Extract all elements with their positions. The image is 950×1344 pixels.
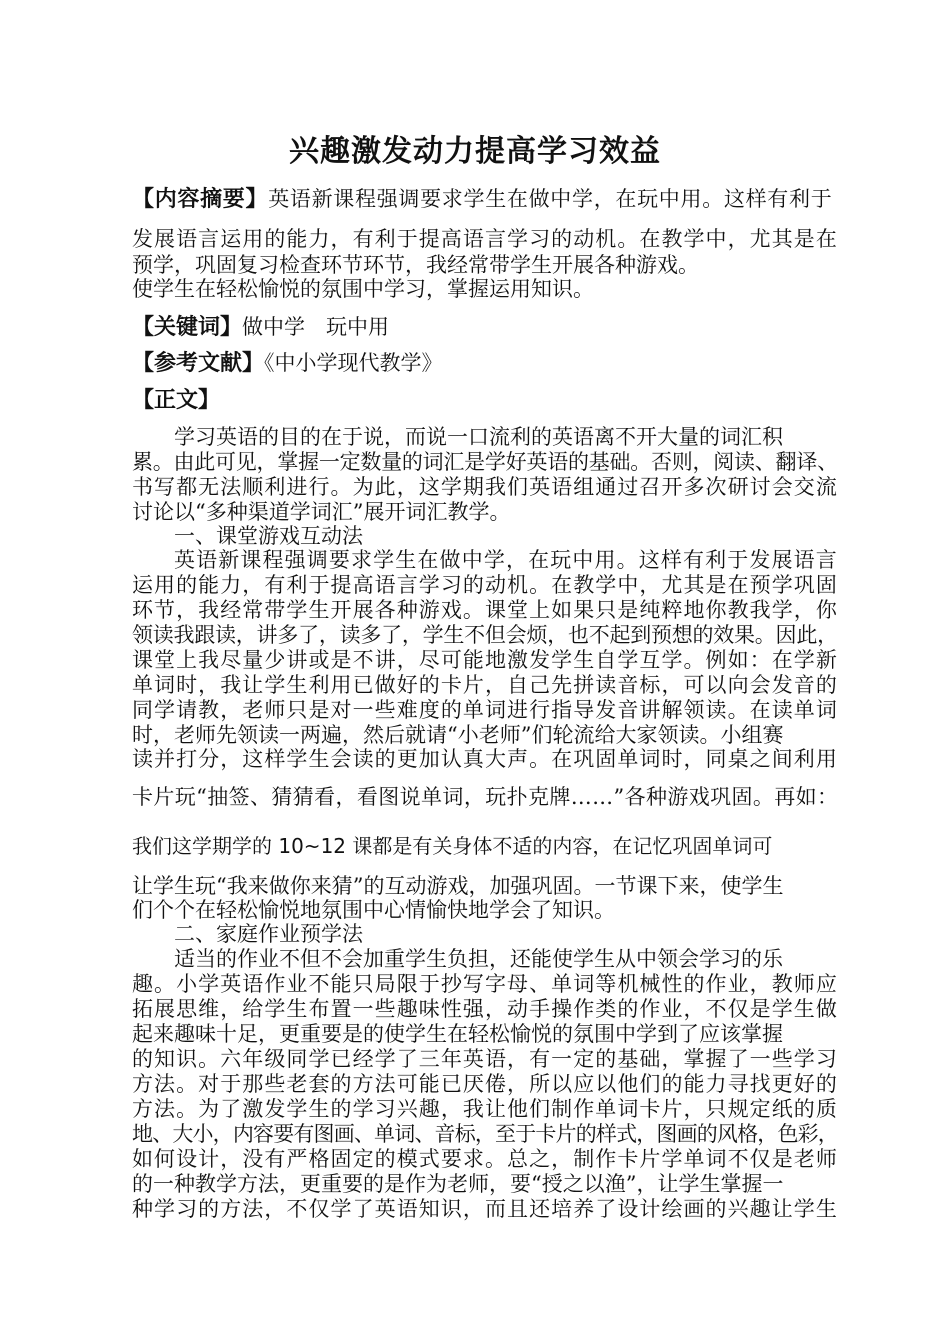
references-text: 《中小学现代教学》 bbox=[264, 351, 443, 375]
para1-line-1: 学习英语的目的在于说，而说一口流利的英语离不开大量的词汇积 bbox=[174, 425, 783, 449]
para3-line-10: 的一种教学方法，更重要的是作为老师，要“授之以渔”，让学生掌握一 bbox=[132, 1172, 784, 1196]
para3-line-9: 如何设计，没有严格固定的模式要求。总之，制作卡片学单词不仅是老师 bbox=[132, 1147, 838, 1171]
para1-line-3: 书写都无法顺利进行。为此，这学期我们英语组通过召开多次研讨会交流 bbox=[132, 475, 838, 499]
para2-line-3: 环节，我经常带学生开展各种游戏。课堂上如果只是纯粹地你教我学，你 bbox=[132, 598, 838, 622]
para3-line-8: 地、大小，内容要有图画、单词、音标，至于卡片的样式，图画的风格，色彩， bbox=[132, 1122, 838, 1146]
keywords-line bbox=[132, 314, 389, 341]
references-line bbox=[132, 350, 443, 377]
section2-title: 二、家庭作业预学法 bbox=[174, 922, 363, 946]
para2-line-10: 卡片玩“抽签、猜猜看，看图说单词，玩扑克牌……”各种游戏巩固。再如： bbox=[132, 785, 839, 809]
para2-line-13: 们个个在轻松愉悦地氛围中心情愉快地学会了知识。 bbox=[132, 898, 615, 922]
para3-line-4: 起来趣味十足，更重要是的使学生在轻松愉悦的氛围中学到了应该掌握 bbox=[132, 1022, 783, 1046]
para2-line-4: 领读我跟读，讲多了，读多了，学生不但会烦，也不起到预想的效果。因此， bbox=[132, 623, 838, 647]
para2-line-2: 运用的能力，有利于提高语言学习的动机。在教学中，尤其是在预学巩固 bbox=[132, 573, 838, 597]
para3-line-1: 适当的作业不但不会加重学生负担，还能使学生从中领会学习的乐 bbox=[174, 947, 783, 971]
abstract-line-1 bbox=[132, 186, 832, 213]
para2-line-8: 时，老师先领读一两遍，然后就请“小老师”们轮流给大家领读。小组赛 bbox=[132, 723, 784, 747]
abstract-text-1: 英语新课程强调要求学生在做中学，在玩中用。这样有利于 bbox=[268, 187, 833, 211]
body-label: 【正文】 bbox=[132, 388, 221, 413]
para1-line-4: 讨论以“多种渠道学词汇”展开词汇教学。 bbox=[132, 500, 511, 524]
document-title: 兴趣激发动力提高学习效益 bbox=[289, 134, 661, 169]
para3-line-7: 方法。为了激发学生的学习兴趣，我让他们制作单词卡片，只规定纸的质 bbox=[132, 1097, 838, 1121]
para3-line-11: 种学习的方法，不仅学了英语知识，而且还培养了设计绘画的兴趣让学生 bbox=[132, 1197, 838, 1221]
abstract-line-4: 使学生在轻松愉悦的氛围中学习，掌握运用知识。 bbox=[132, 277, 594, 301]
references-label: 【参考文献】 bbox=[132, 351, 265, 376]
para2-line-5: 课堂上我尽量少讲或是不讲，尽可能地激发学生自学互学。例如：在学新 bbox=[132, 648, 838, 672]
body-label-line bbox=[132, 387, 220, 414]
para3-line-3: 拓展思维，给学生布置一些趣味性强，动手操作类的作业，不仅是学生做 bbox=[132, 997, 838, 1021]
para3-line-6: 方法。对于那些老套的方法可能已厌倦，所以应以他们的能力寻找更好的 bbox=[132, 1072, 838, 1096]
para2-line-12: 让学生玩“我来做你来猜”的互动游戏，加强巩固。一节课下来，使学生 bbox=[132, 874, 784, 898]
abstract-label: 【内容摘要】 bbox=[132, 187, 269, 212]
keywords-label: 【关键词】 bbox=[132, 315, 243, 340]
para3-line-5: 的知识。六年级同学已经学了三年英语，有一定的基础，掌握了一些学习 bbox=[132, 1047, 838, 1071]
abstract-line-2: 发展语言运用的能力，有利于提高语言学习的动机。在教学中，尤其是在 bbox=[132, 227, 838, 251]
keywords-text: 做中学 玩中用 bbox=[242, 315, 390, 339]
para2-line-1: 英语新课程强调要求学生在做中学，在玩中用。这样有利于发展语言 bbox=[174, 548, 838, 572]
para2-line-9: 读并打分，这样学生会读的更加认真大声。在巩固单词时，同桌之间利用 bbox=[132, 747, 838, 771]
para3-line-2: 趣。小学英语作业不能只局限于抄写字母、单词等机械性的作业，教师应 bbox=[132, 972, 838, 996]
para2-line-11: 我们这学期学的 10~12 课都是有关身体不适的内容，在记忆巩固单词可 bbox=[132, 834, 773, 858]
para1-line-2: 累。由此可见，掌握一定数量的词汇是学好英语的基础。否则，阅读、翻译、 bbox=[132, 450, 838, 474]
section1-title: 一、课堂游戏互动法 bbox=[174, 524, 363, 548]
para2-line-7: 同学请教，老师只是对一些难度的单词进行指导发音讲解领读。在读单词 bbox=[132, 698, 838, 722]
para2-line-6: 单词时，我让学生利用已做好的卡片，自己先拼读音标，可以向会发音的 bbox=[132, 673, 838, 697]
abstract-line-3: 预学，巩固复习检查环节环节，我经常带学生开展各种游戏。 bbox=[132, 253, 699, 277]
